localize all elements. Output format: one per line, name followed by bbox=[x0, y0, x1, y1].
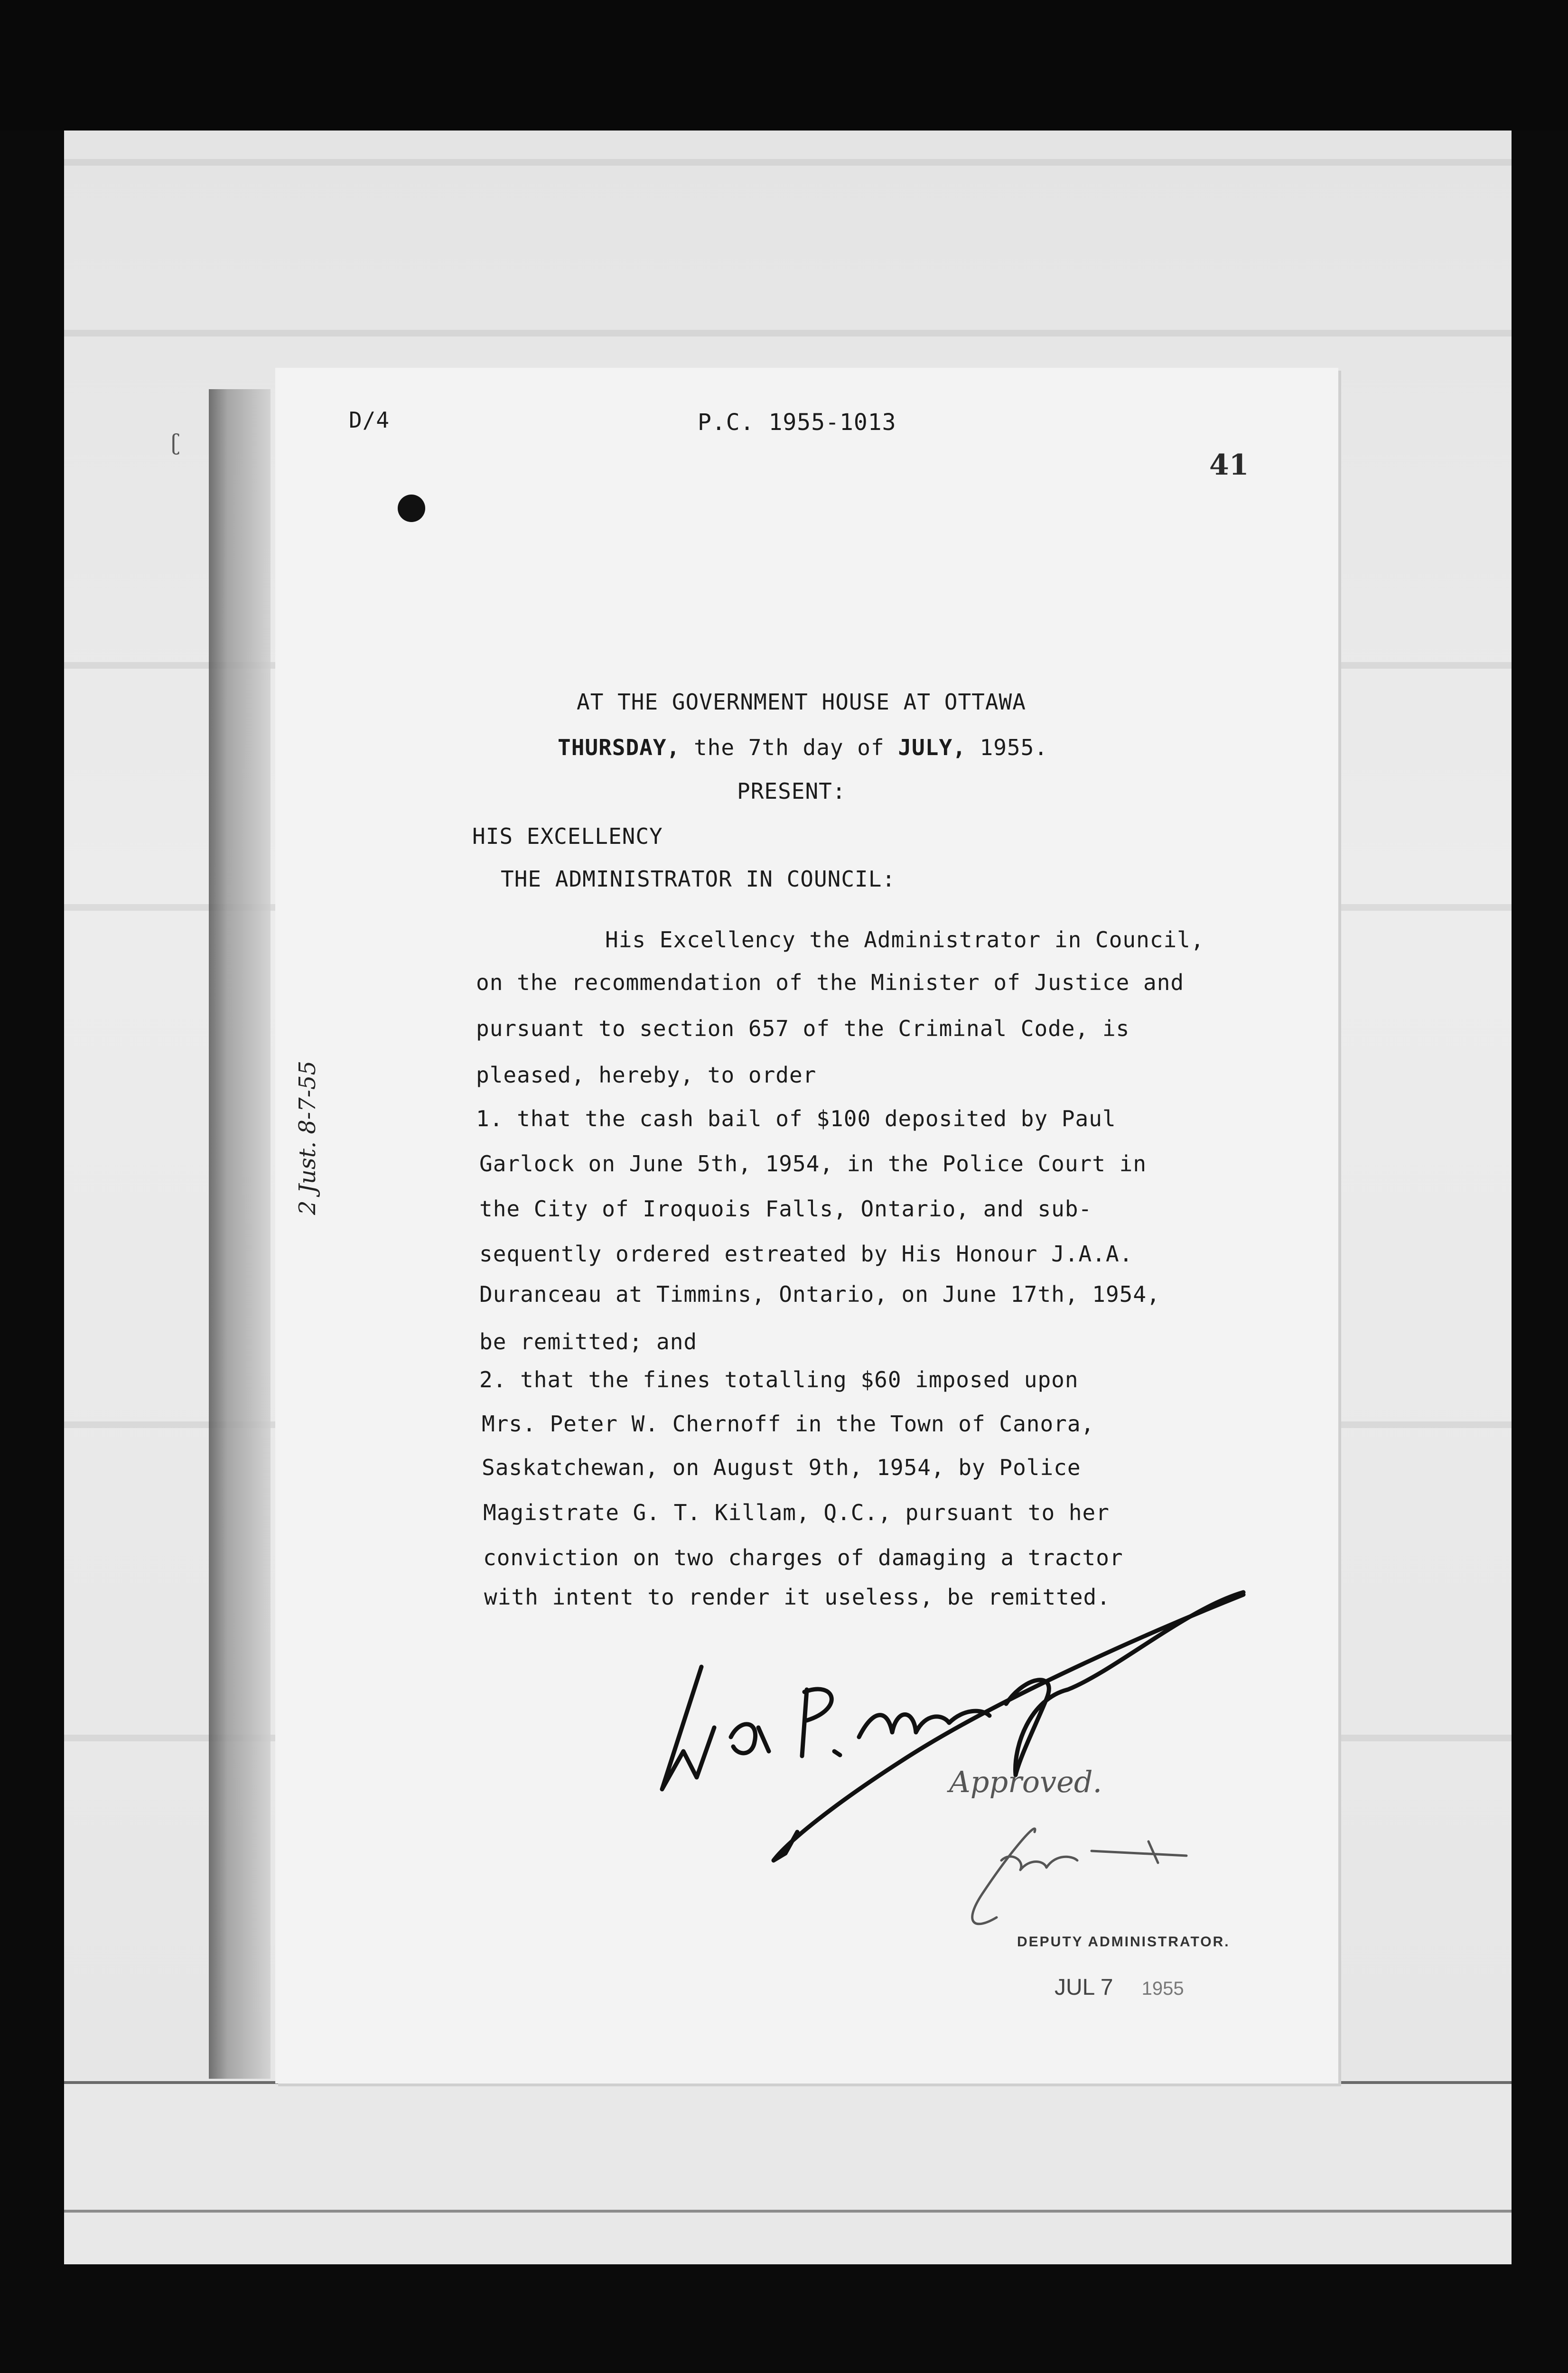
body-line: the City of Iroquois Falls, Ontario, and sub- bbox=[479, 1196, 1092, 1222]
presence-line-2: THE ADMINISTRATOR IN COUNCIL: bbox=[501, 866, 896, 892]
body-line: Mrs. Peter W. Chernoff in the Town of Canora, bbox=[482, 1411, 1095, 1437]
body-line: sequently ordered estreated by His Honour J.A.A. bbox=[479, 1241, 1133, 1267]
page-number: 41 bbox=[1209, 448, 1249, 482]
order-number: P.C. 1955-1013 bbox=[698, 409, 896, 436]
heading-present: PRESENT: bbox=[737, 778, 846, 804]
body-line: pleased, hereby, to order bbox=[476, 1062, 817, 1088]
corner-mark: ʗ bbox=[171, 430, 180, 455]
administrator-signature bbox=[662, 1592, 1243, 1860]
heading-location: AT THE GOVERNMENT HOUSE AT OTTAWA bbox=[577, 689, 1026, 715]
body-line: Magistrate G. T. Killam, Q.C., pursuant to her bbox=[483, 1500, 1110, 1525]
body-line: with intent to render it useless, be remitted. bbox=[484, 1584, 1111, 1610]
file-code: D/4 bbox=[349, 407, 390, 433]
body-line: pursuant to section 657 of the Criminal Code, is bbox=[476, 1016, 1130, 1041]
body-line: on the recommendation of the Minister of Justice and bbox=[476, 970, 1185, 995]
approved-handwriting: Approved. bbox=[949, 1765, 1102, 1799]
deputy-signature bbox=[972, 1829, 1186, 1924]
presence-line-1: HIS EXCELLENCY bbox=[472, 823, 663, 849]
heading-date: THURSDAY, the 7th day of JULY, 1955. bbox=[558, 735, 1048, 760]
body-line: 2. that the fines totalling $60 imposed upon bbox=[479, 1367, 1079, 1392]
body-line: His Excellency the Administrator in Council, bbox=[605, 927, 1204, 953]
body-line: Garlock on June 5th, 1954, in the Police Court in bbox=[479, 1151, 1147, 1177]
body-line: 1. that the cash bail of $100 deposited by Paul bbox=[476, 1106, 1116, 1131]
date-stamp: JUL 7 1955 bbox=[1055, 1975, 1184, 2000]
body-line: Saskatchewan, on August 9th, 1954, by Police bbox=[482, 1455, 1081, 1480]
body-line: conviction on two charges of damaging a tractor bbox=[483, 1545, 1123, 1570]
body-line: be remitted; and bbox=[479, 1329, 698, 1355]
margin-handwritten-note: 2 Just. 8-7-55 bbox=[294, 1061, 321, 1215]
deputy-administrator-title: DEPUTY ADMINISTRATOR. bbox=[1017, 1934, 1230, 1950]
body-line: Duranceau at Timmins, Ontario, on June 17th, 1954, bbox=[479, 1281, 1160, 1307]
